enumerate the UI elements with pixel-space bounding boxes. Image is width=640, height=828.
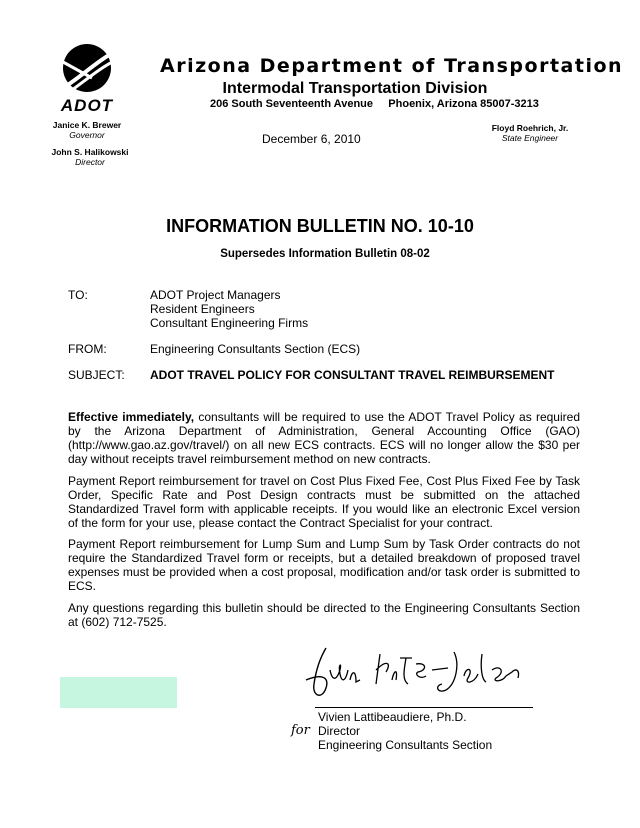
- governor-name: Janice K. Brewer: [52, 120, 122, 130]
- subject-value: ADOT TRAVEL POLICY FOR CONSULTANT TRAVEL REIMBURSEMENT: [150, 368, 555, 382]
- to-label: TO:: [68, 288, 88, 302]
- signature-block: [318, 710, 492, 752]
- supersedes-note: Supersedes Information Bulletin 08-02: [220, 248, 430, 260]
- recipient: Resident Engineers: [150, 302, 255, 316]
- from-label: FROM:: [68, 342, 107, 356]
- letter-date: December 6, 2010: [262, 132, 361, 146]
- gao-travel-link[interactable]: http://www.gao.az.gov/travel/: [72, 438, 226, 452]
- agency-address: 206 South Seventeenth Avenue Phoenix, Arizona 85007-3213: [210, 98, 539, 110]
- bulletin-title: INFORMATION BULLETIN NO. 10-10: [166, 216, 474, 236]
- signature-scribble-icon: [296, 640, 536, 708]
- paragraph-cost-plus: Payment Report reimbursement for travel on Cost Plus Fixed Fee, Cost Plus Fixed Fee by Task Order, Specific Rate and Post Design contracts must be submitted on the attached Standardized Travel form with applicable receipts. If you would like an electronic Excel version of the form for your use, please contact the Contract Specialist for your contract.: [68, 474, 580, 530]
- signer-section: Engineering Consultants Section: [318, 738, 493, 752]
- for-mark: for: [291, 723, 310, 738]
- governor-title: Governor: [69, 130, 105, 140]
- director-block: [50, 147, 130, 167]
- engineer-name: Floyd Roehrich, Jr.: [491, 123, 569, 133]
- signer-name: Vivien Lattibeaudiere, Ph.D.: [318, 710, 467, 724]
- to-recipients: [150, 288, 308, 330]
- director-title: Director: [75, 157, 105, 167]
- highlight-box: [60, 677, 177, 708]
- director-name: John S. Halikowski: [51, 147, 129, 157]
- recipient: ADOT Project Managers: [150, 288, 281, 302]
- engineer-title: State Engineer: [501, 133, 559, 143]
- paragraph-questions: Any questions regarding this bulletin should be directed to the Engineering Consultants Section at (602) 712-7525.: [68, 601, 580, 629]
- recipient: Consultant Engineering Firms: [150, 316, 309, 330]
- division-name: Intermodal Transportation Division: [222, 80, 488, 97]
- paragraph-lump-sum: Payment Report reimbursement for Lump Sum and Lump Sum by Task Order contracts do not require the Standardized Travel form or receipts, but a detailed breakdown of proposed travel expenses must be provided when a cost proposal, modification and/or task order is submitted to ECS.: [68, 537, 580, 593]
- effective-lead: Effective immediately,: [68, 410, 195, 424]
- engineer-block: [485, 123, 575, 143]
- from-value: Engineering Consultants Section (ECS): [150, 342, 361, 356]
- logo-text: ADOT: [60, 96, 114, 115]
- signer-title: Director: [318, 724, 361, 738]
- paragraph-effective: Effective immediately, consultants will be required to use the ADOT Travel Policy as required by the Arizona Department of Administration, General Accounting Office (GAO) (http://www.gao.az.gov/travel/) on all new ECS contracts. ECS will no longer allow the $30 per day without receipts travel reimbursement method on new contracts.: [68, 410, 580, 466]
- signature-line: [315, 707, 533, 708]
- subject-label: SUBJECT:: [68, 368, 125, 382]
- governor-block: [52, 120, 122, 140]
- agency-name: Arizona Department of Transportation: [160, 55, 624, 77]
